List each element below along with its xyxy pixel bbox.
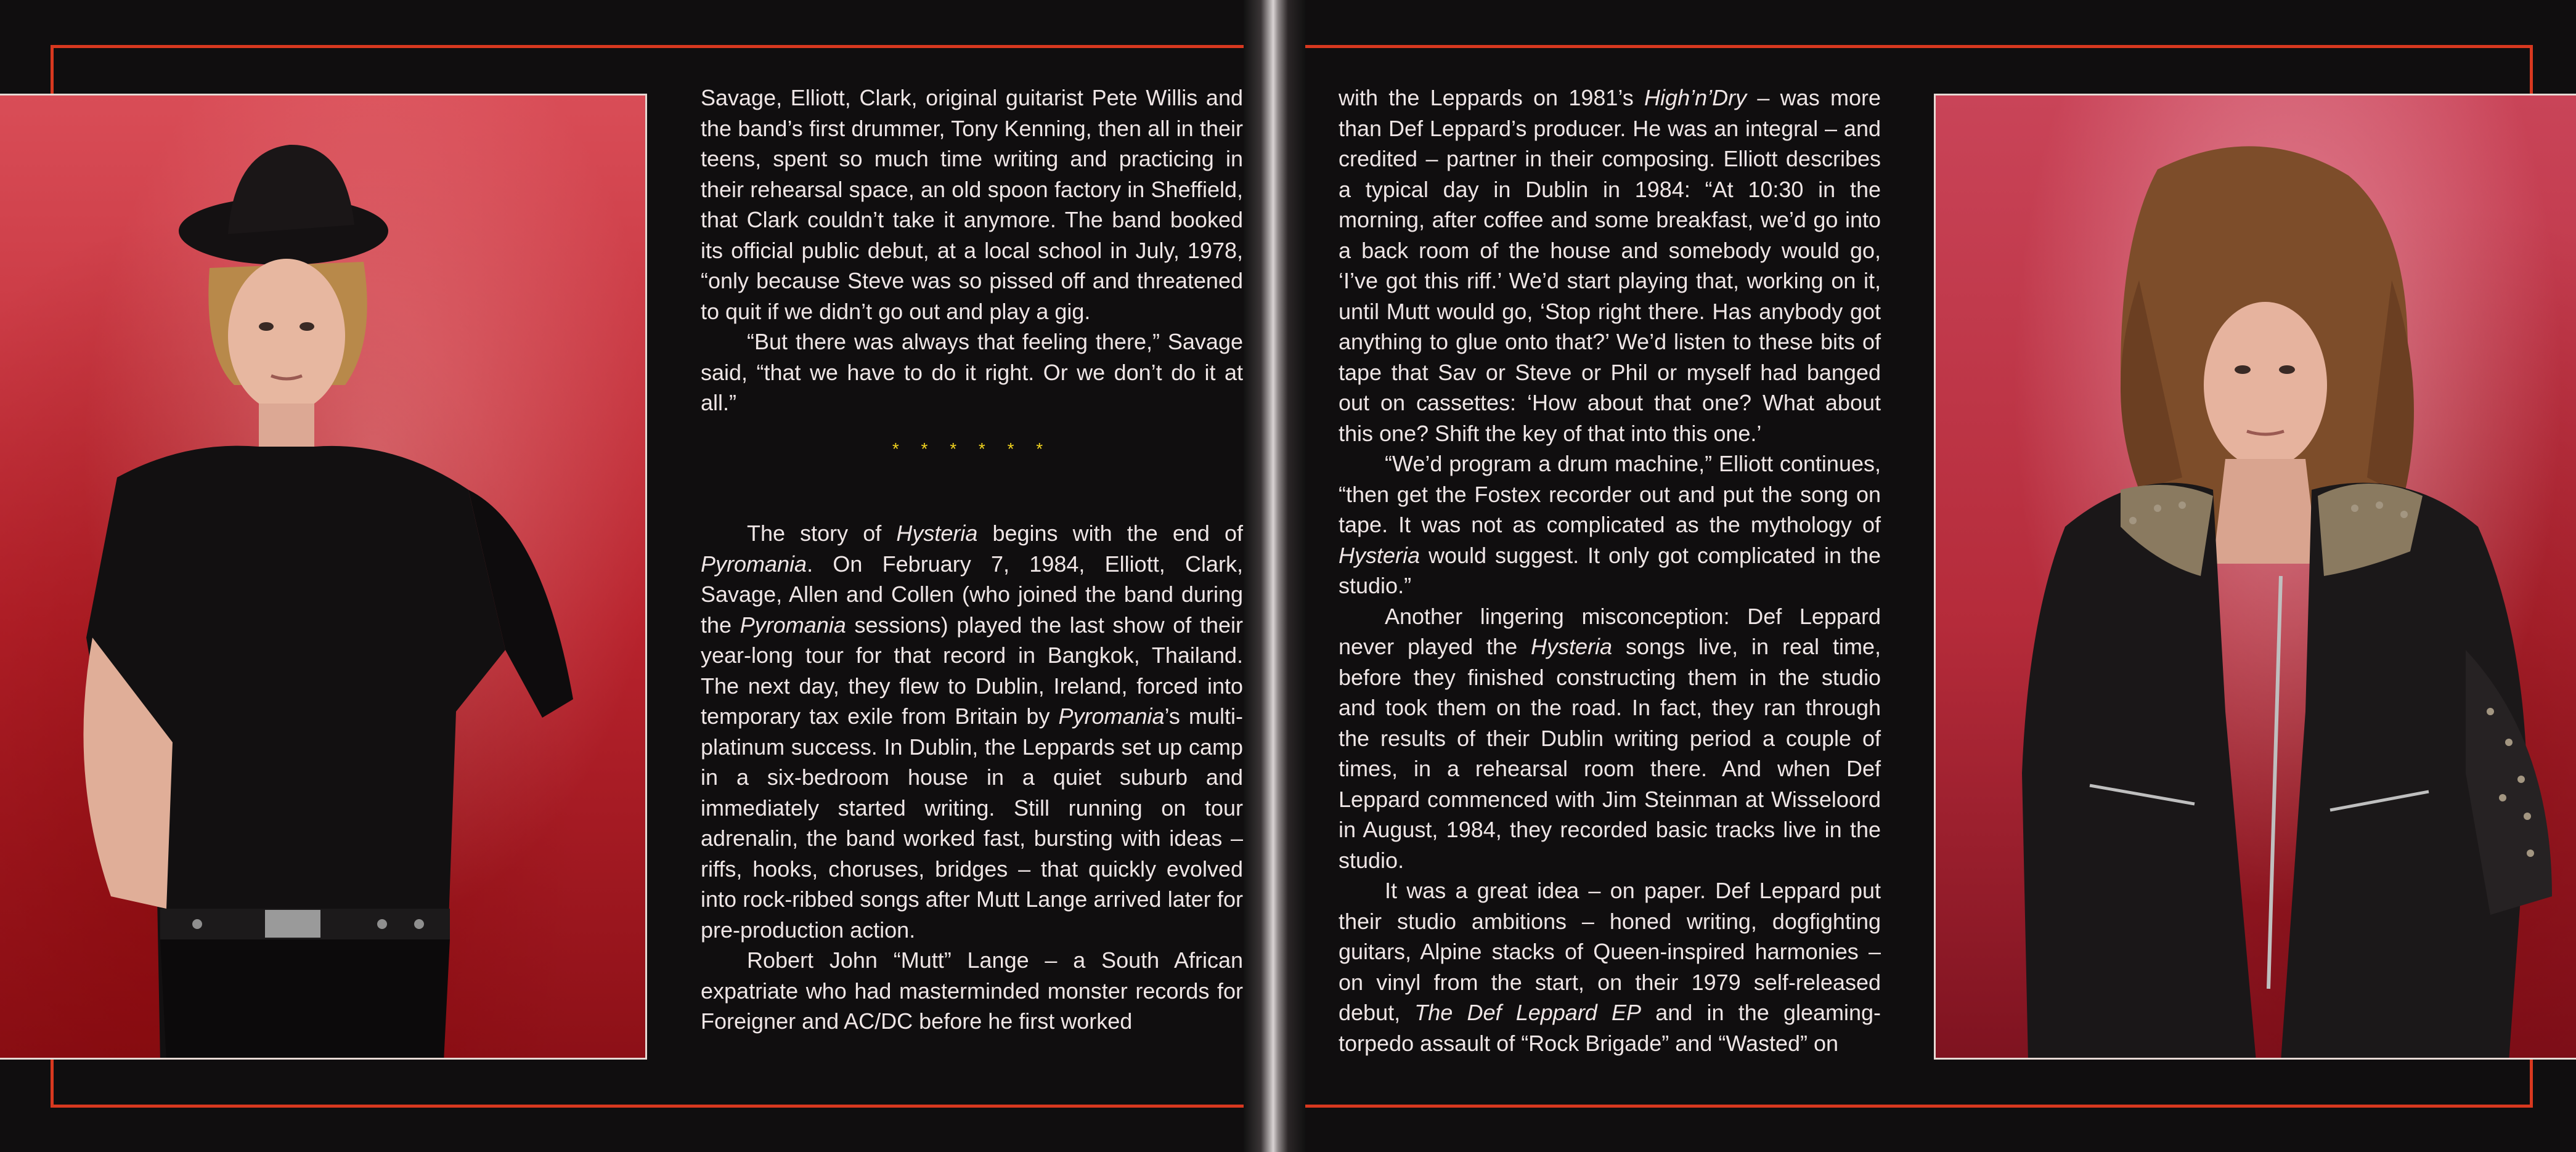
portrait-leather-jacket-musician [1936, 95, 2576, 1060]
paragraph-great-idea: It was a great idea – on paper. Def Leppard put their studio ambitions – honed writing, dogfighting guitars, Alpine stacks of Queen-inspired harmonies – on vinyl from the start, on their 1979 self-released debut, The Def Leppard EP and in the gleaming-torpedo assault of “Rock Brigade” and “Wasted” on [1339, 878, 1881, 1056]
booklet-fold [1244, 0, 1305, 1152]
paragraph-mutt-lange: Robert John “Mutt” Lange – a South African expatriate who had masterminded monster records for Foreigner and AC/DC before he first worked [701, 947, 1243, 1034]
text-column-left [701, 83, 1243, 1037]
paragraph-quote: “But there was always that feeling there,” Savage said, “that we have to do it right. Or we don’t do it at all.” [701, 329, 1243, 415]
portrait-hat-musician [0, 95, 647, 1060]
paragraph: Savage, Elliott, Clark, original guitarist Pete Willis and the band’s first drummer, Tony Kenning, then all in their teens, spent so much time writing and practicing in their rehearsal space, an old spoon factory in Sheffield, that Clark couldn’t take it anymore. The band booked its official public debut, at a local school in July, 1978, “only because Steve was so pissed off and threatened to quit if we didn’t go out and play a gig. [701, 85, 1243, 324]
section-break-stars: * * * * * * [892, 439, 1052, 458]
paragraph-drum-machine: “We’d program a drum machine,” Elliott continues, “then get the Fostex recorder out and put the song on tape. It was not as complicated as the mythology of Hysteria would suggest. It only got complicated in the studio.” [1339, 451, 1881, 598]
paragraph-misconception: Another lingering misconception: Def Leppard never played the Hysteria songs live, in real time, before they finished constructing them in the studio and took them on the road. In fact, they ran through the results of their Dublin writing period a couple of times, in a rehearsal room there. And when Def Leppard commenced with Jim Steinman at Wisseloord in August, 1984, they recorded basic tracks live in the studio. [1339, 603, 1881, 873]
text-column-right [1339, 83, 1881, 1058]
paragraph-hysteria-story: The story of Hysteria begins with the end of Pyromania. On February 7, 1984, Elliott, Clark, Savage, Allen and Collen (who joined the band during the Pyromania sessions) played the last show of their year-long tour for that record in Bangkok, Thailand. The next day, they flew to Dublin, Ireland, forced into temporary tax exile from Britain by Pyromania’s multi-platinum success. In Dublin, the Leppards set up camp in a six-bedroom house in a quiet suburb and immediately started writing. Still running on tour adrenalin, the band worked fast, bursting with ideas – riffs, hooks, choruses, bridges – that quickly evolved into rock-ribbed songs after Mutt Lange arrived later for pre-production action. [701, 521, 1244, 943]
photo-right [1934, 94, 2576, 1060]
paragraph-continued: with the Leppards on 1981’s High’n’Dry – was more than Def Leppard’s producer. He was an integral – and credited – partner in their composing. Elliott describes a typical day in Dublin in 1984: “At 10:30 in the morning, after coffee and some breakfast, we’d go into a back room of the house and somebody would go, ‘I’ve got this riff.’ We’d start playing that, working on it, until Mutt would go, ‘Stop right there. Has anybody got anything to glue onto that?’ We’d listen to these bits of tape that Sav or Steve or Phil or myself had banged out on cassettes: ‘How about that one? What about this one? Shift the key of that into this one.’ [1339, 85, 1881, 446]
photo-left [0, 94, 647, 1060]
